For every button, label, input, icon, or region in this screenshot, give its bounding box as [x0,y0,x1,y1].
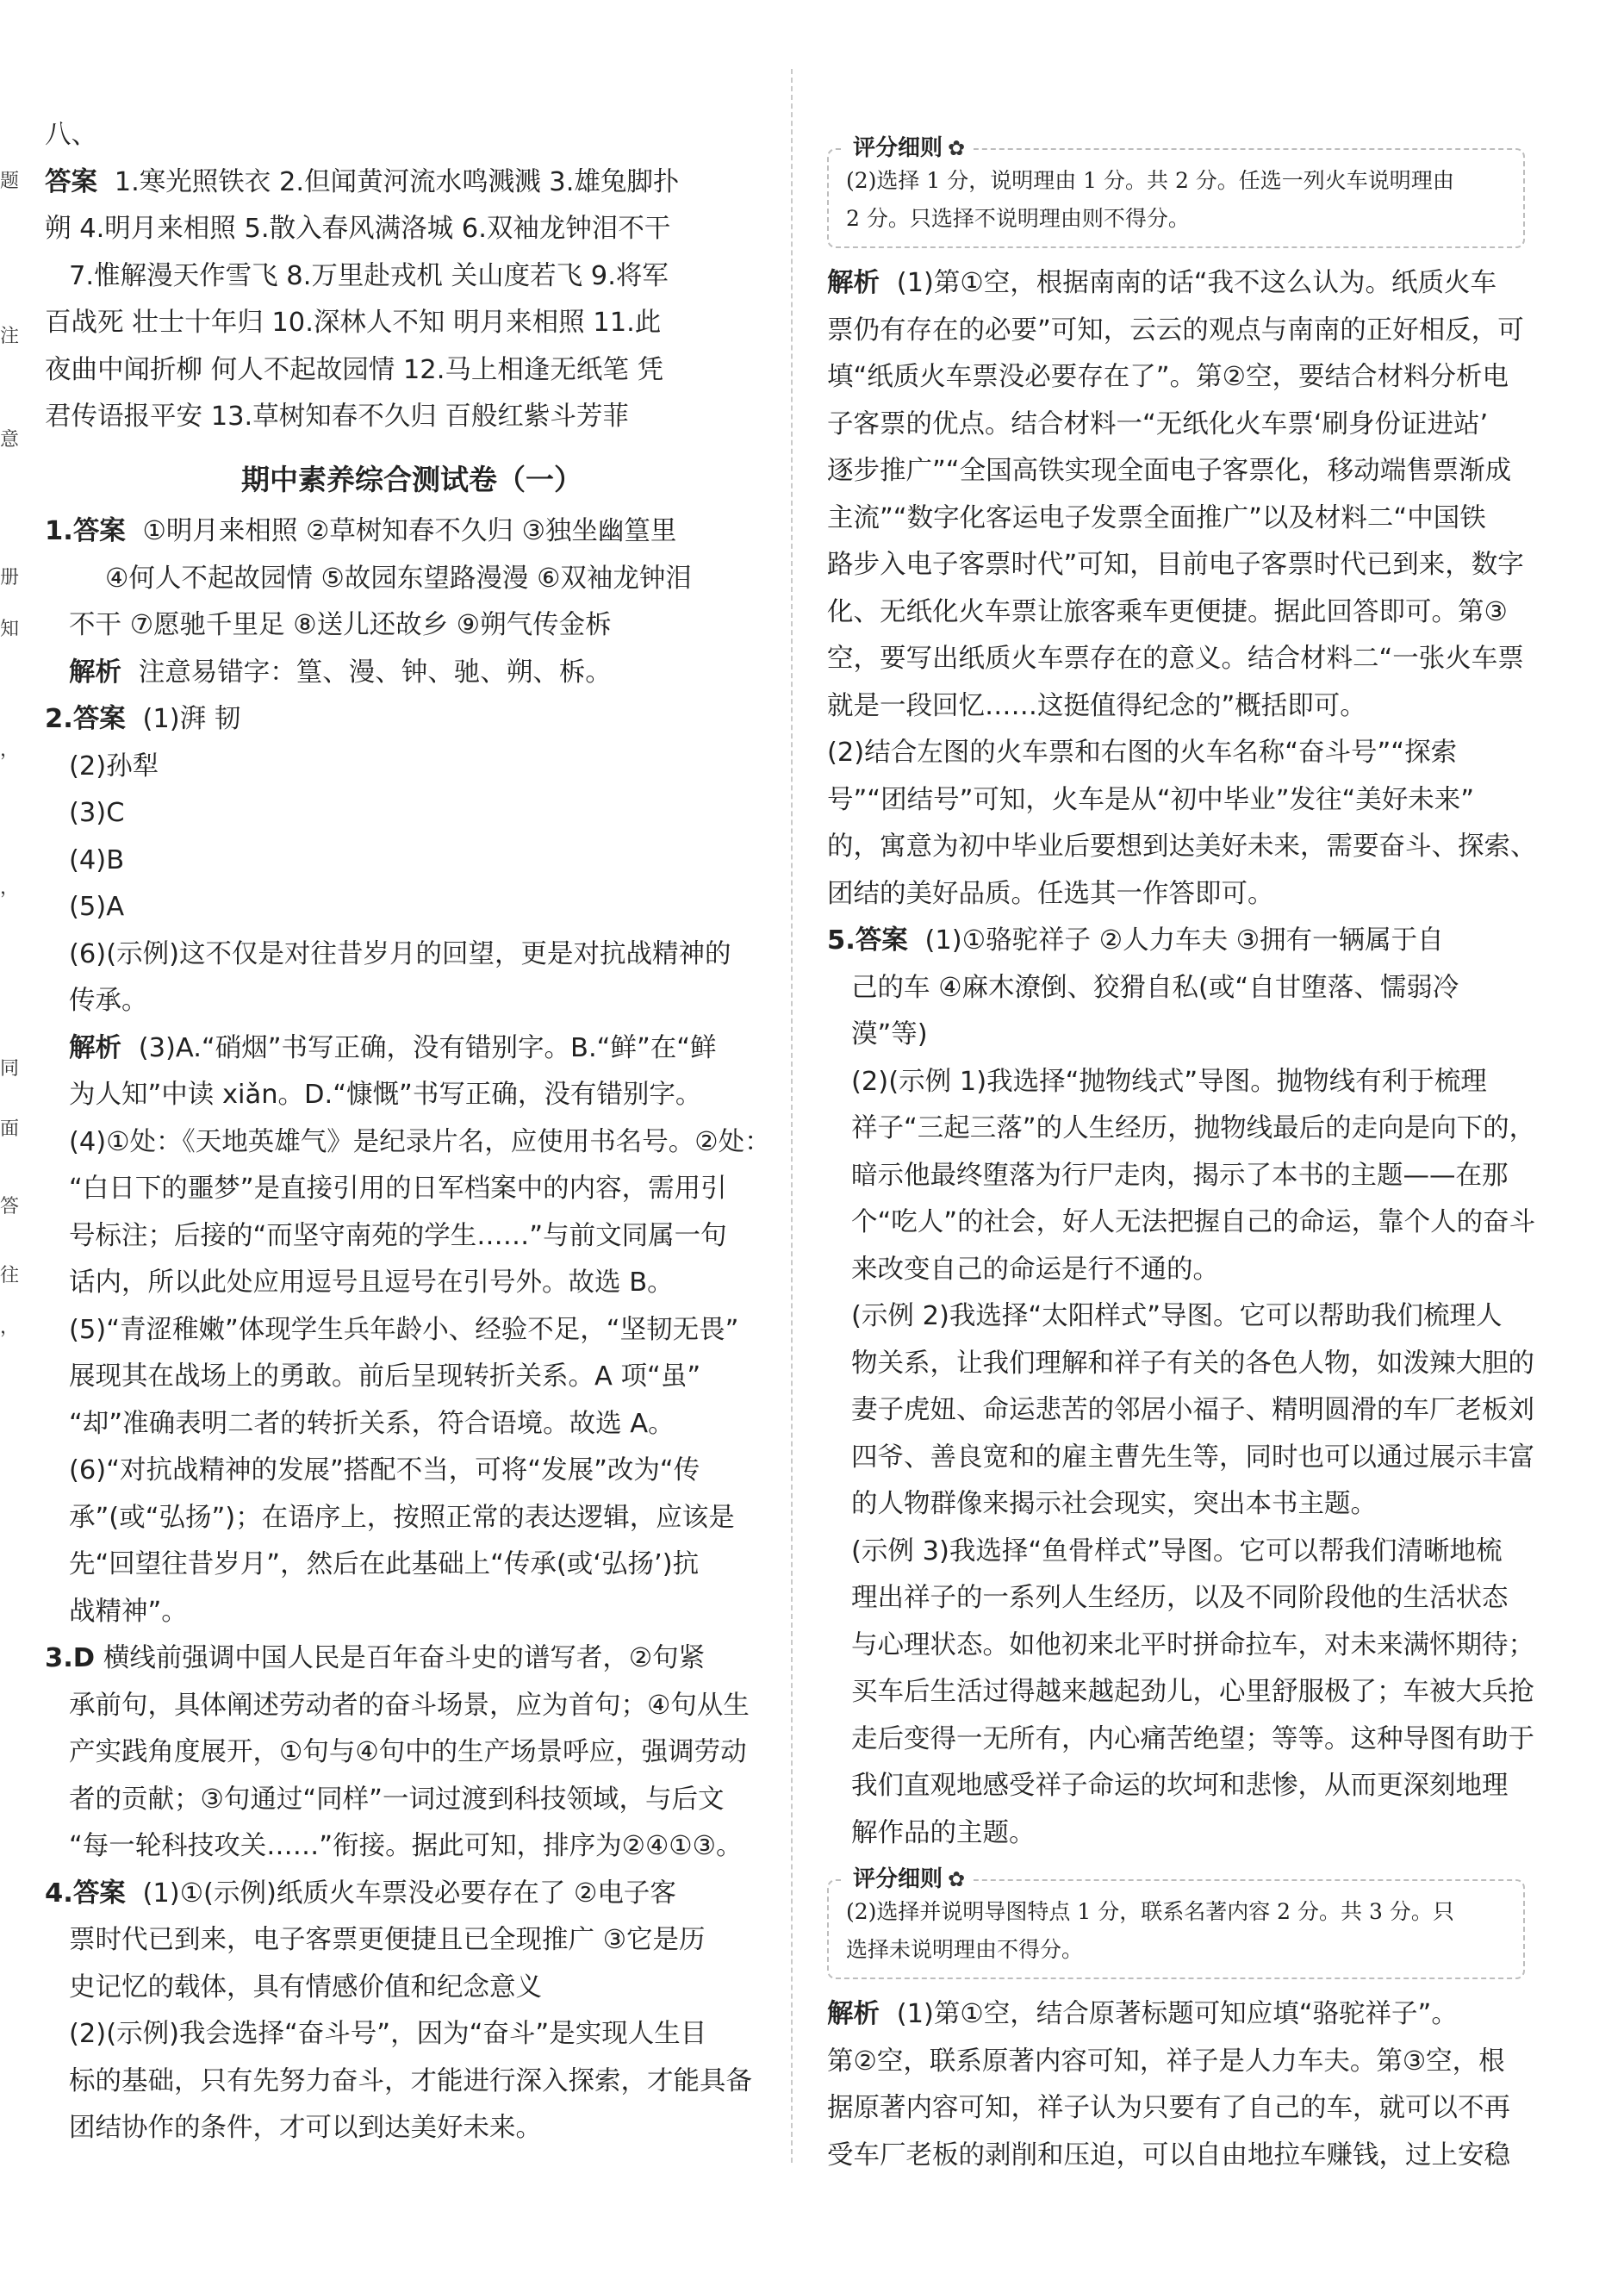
text-line [827,1247,1525,1294]
line-text: (1)第①空，根据南南的话“我不这么认为。纸质火车 [888,268,1497,298]
line-text: 夜曲中闻折柳 何人不起故园情 12.马上相逢无纸笔 凭 [45,354,664,385]
line-text: (2)(示例 1)我选择“抛物线式”导图。抛物线有利于梳理 [851,1066,1487,1097]
line-text: 妻子虎妞、命运悲苦的邻居小福子、精明圆滑的车厂老板刘 [851,1395,1534,1425]
edge-mark: 知 [0,619,20,640]
line-text: 走后变得一无所有，内心痛苦绝望；等等。这种导图有助于 [851,1723,1534,1754]
line-text: (示例 3)我选择“鱼骨样式”导图。它可以帮我们清晰地梳 [851,1535,1503,1566]
text-line [45,1729,779,1777]
text-line [827,918,1525,965]
text-line [827,1341,1534,1388]
text-line [45,1213,779,1261]
line-text: (4)B [69,844,125,875]
text-line [827,402,1525,449]
text-line [827,1763,1525,1810]
line-text: (1)①(示例)纸质火车票没必要存在了 ②电子客 [134,1878,676,1909]
label-tag: 解析 [827,268,880,298]
line-text: (3)C [69,798,125,828]
line-text: 物关系，让我们理解和祥子有关的各色人物，如泼辣大胆的 [851,1348,1534,1379]
text-line [45,602,779,650]
text-line [45,1541,779,1589]
line-text: 路步入电子客票时代”可知，目前电子客票时代已到来，数字 [827,550,1524,580]
text-line [45,1260,779,1307]
line-text: 填“纸质火车票没必要存在了”。第②空，要结合材料分析电 [827,362,1509,392]
line-text: (2)孙犁 [69,751,159,782]
right-column [827,126,1537,2179]
text-line [827,1991,1525,2039]
line-text: 7.惟解漫天作雪飞 8.万里赴戎机 关山度若飞 9.将军 [69,260,669,291]
line-text: ④何人不起故园情 ⑤故园东望路漫漫 ⑥双袖龙钟泪 [105,563,692,594]
edge-mark: 注 [0,326,20,347]
text-line [827,1153,1525,1200]
edge-mark: 册 [0,567,20,589]
line-text: 己的车 ④麻木潦倒、狡猾自私(或“自甘堕落、懦弱冷 [851,972,1459,1003]
text-line [45,1119,779,1167]
text-line [827,1059,1525,1106]
text-line [45,1965,779,2012]
line-text: 受车厂老板的剥削和压迫，可以自由地拉车赚钱，过上安稳 [827,2139,1510,2171]
line-text: 理出祥子的一系列人生经历，以及不同阶段他的生活状态 [851,1583,1509,1613]
line-text: 展现其在战场上的勇敢。前后呈现转折关系。A 项“虽” [69,1361,701,1392]
text-line [827,965,1525,1012]
text-line [827,589,1525,637]
label-tag: 答案 [45,166,97,197]
text-line [45,1072,779,1119]
text-line [827,871,1525,919]
line-text: 子客票的优点。结合材料一“无纸化火车票‘刷身份证进站’ [827,408,1489,439]
text-line [45,1495,779,1542]
line-text: (6)“对抗战精神的发展”搭配不当，可将“发展”改为“传 [69,1455,700,1485]
text-line [827,1716,1534,1764]
line-text: 票时代已到来，电子客票更便捷且已全现推广 ③它是历 [69,1925,706,1955]
question-number: 5. [827,925,856,956]
text-line [827,1529,1525,1576]
left-column [45,112,779,2152]
edge-mark: 意 [0,429,20,451]
line-text: 百战死 壮士十年归 10.深林人不知 明月来相照 11.此 [45,308,662,338]
line-text: 据原著内容可知，祥子认为只要有了自己的车，就可以不再 [827,2093,1510,2123]
text-line [45,978,779,1025]
line-text: (1)①骆驼祥子 ②人力车夫 ③拥有一辆属于自 [916,925,1444,956]
line-text: (6)(示例)这不仅是对往昔岁月的回望，更是对抗战精神的 [69,938,731,969]
text-line [827,1622,1534,1670]
line-text: 承前句，具体阐述劳动者的奋斗场景，应为首句；④句从生 [69,1690,750,1721]
line-text: (4)①处：《天地英雄气》是纪录片名，应使用书名号。②处： [69,1126,771,1157]
line-text: 注意易错字：篁、漫、钟、驰、朔、柝。 [130,657,612,688]
line-text: 话内，所以此处应用逗号且逗号在引号外。故选 B。 [69,1267,674,1298]
text-line [45,253,779,301]
scoring-line: 2 分。只选择不说明理由则不得分。 [846,206,1190,231]
line-text: 的，寓意为初中毕业后要想到达美好未来，需要奋斗、探索、 [827,831,1537,862]
scoring-line: 选择未说明理由不得分。 [846,1937,1084,1962]
text-line [827,260,1525,308]
line-text: 票仍有存在的必要”可知，云云的观点与南南的正好相反，可 [827,315,1524,346]
line-text: 个“吃人”的社会，好人无法把握自己的命运，靠个人的奋斗 [851,1207,1536,1237]
text-line [827,308,1525,355]
text-line [45,744,779,791]
text-line [45,1401,779,1448]
question-number: 1. [45,516,73,546]
text-line [45,394,779,441]
text-line [45,1307,779,1355]
line-text: 买车后生活过得越来越起劲儿，心里舒服极了；车被大兵抢 [851,1677,1534,1707]
scoring-line: (2)选择 1 分，说明理由 1 分。共 2 分。任选一列火车说明理由 [846,168,1454,193]
line-text: 横线前强调中国人民是百年奋斗史的谱写者，②句紧 [95,1643,706,1673]
line-text: 逐步推广”“全国高铁实现全面电子客票化，移动端售票渐成 [827,456,1512,486]
text-line [45,1683,779,1730]
text-line [45,300,779,347]
line-text: 朔 4.明月来相照 5.散入春风满洛城 6.双袖龙钟泪不干 [45,214,671,244]
text-line [45,556,779,603]
label-tag: 解析 [69,657,121,688]
text-line [827,636,1525,683]
line-text: 漠”等) [851,1019,928,1049]
text-line [827,777,1525,825]
edge-mark: 面 [0,1118,20,1140]
text-line [827,1106,1536,1153]
text-line [45,1166,779,1213]
label-tag: 答案 [72,704,126,734]
line-text: 产实践角度展开，①句与④句中的生产场景呼应，强调劳动 [69,1737,747,1767]
label-tag: 解析 [69,1032,121,1063]
scoring-box-title: 评分细则 ✿ [844,1862,974,1897]
line-text: (1)第①空，结合原著标题可知应填“骆驼祥子”。 [888,1999,1458,2029]
line-text: 与心理状态。如他初来北平时拼命拉车，对未来满怀期待； [851,1629,1534,1660]
text-line [45,1589,779,1636]
text-line [827,1669,1534,1716]
text-line [827,1199,1536,1247]
text-line [45,159,779,207]
line-text: 就是一段回忆……这挺值得纪念的”概括即可。 [827,690,1366,721]
text-line [45,1354,779,1401]
section-title: 期中素养综合测试卷（一） [241,462,582,496]
text-line [45,790,779,838]
question-number: 2. [45,704,73,734]
text-line [45,1635,779,1683]
text-line [827,542,1525,589]
line-text: 承”(或“弘扬”)；在语序上，按照正常的表达逻辑，应该是 [69,1502,735,1533]
line-text: 我们直观地感受祥子命运的坎坷和悲惨，从而更深刻地理 [851,1771,1509,1801]
text-line [45,112,779,159]
text-line [827,1387,1534,1435]
line-text: 不干 ⑦愿驰千里足 ⑧送儿还故乡 ⑨朔气传金柝 [69,610,612,640]
text-line [827,448,1525,495]
line-text: (2)结合左图的火车票和右图的火车名称“奋斗号”“探索 [827,738,1458,768]
line-text: “白日下的噩梦”是直接引用的日军档案中的内容，需用引 [69,1174,727,1204]
label-tag: 答案 [72,516,126,546]
text-line [45,2011,779,2058]
text-line [827,1481,1525,1529]
text-line [45,1025,779,1073]
text-line [45,1823,779,1871]
line-text: 空，要写出纸质火车票存在的意义。结合材料二“一张火车票 [827,644,1524,674]
text-line [827,354,1525,402]
line-text: 祥子“三起三落”的人生经历，抛物线最后的走向是向下的， [851,1113,1536,1143]
line-text: 第②空，联系原著内容可知，祥子是人力车夫。第③空，根 [827,2046,1505,2077]
line-text: 来改变自己的命运是行不通的。 [851,1254,1219,1285]
line-text: 暗示他最终堕落为行尸走肉，揭示了本书的主题——在那 [851,1160,1509,1191]
text-line [45,884,779,931]
text-line [827,2085,1525,2133]
line-text: 传承。 [69,986,148,1016]
line-text: 解作品的主题。 [851,1817,1036,1848]
scoring-box-1 [827,135,1525,248]
text-line [45,1777,779,1824]
line-text: (5)A [69,892,125,922]
line-text: “却”准确表明二者的转折关系，符合语境。故选 A。 [69,1408,675,1439]
text-line [827,824,1537,871]
edge-mark: ， [0,877,20,899]
text-line [45,650,779,697]
text-line [45,1871,779,1918]
line-text: 1.寒光照铁衣 2.但闻黄河流水鸣溅溅 3.雄兔脚扑 [106,166,680,197]
line-text: 者的贡献；③句通过“同样”一词过渡到科技领域，与后文 [69,1784,725,1815]
text-line [45,508,779,556]
line-text: 化、无纸化火车票让旅客乘车更便捷。据此回答即可。第③ [827,596,1508,627]
line-text: 君传语报平安 13.草树知春不久归 百般红紫斗芳菲 [45,402,629,432]
edge-mark: 同 [0,1058,20,1080]
text-line [827,1435,1534,1482]
line-text: 团结协作的条件，才可以到达美好未来。 [69,2113,542,2143]
edge-mark: 题 [0,171,20,192]
edge-mark: ， [0,739,20,761]
line-text: (2)(示例)我会选择“奋斗号”，因为“奋斗”是实现人生目 [69,2019,707,2049]
text-line [45,1917,779,1965]
line-text: 八、 [45,120,97,150]
line-text: 的人物群像来揭示社会现实，突出本书主题。 [851,1489,1377,1519]
label-tag: 答案 [72,1878,126,1909]
text-line [45,2058,779,2106]
line-text: (1)湃 韧 [134,704,241,734]
text-line [45,696,779,744]
edge-mark: 往 [0,1265,20,1286]
text-line [45,931,779,979]
text-line [827,2133,1525,2180]
line-text: 团结的美好品质。任选其一作答即可。 [827,878,1274,909]
line-text: (示例 2)我选择“太阳样式”导图。它可以帮助我们梳理人 [851,1301,1503,1331]
text-line [45,347,779,395]
text-line [45,2105,779,2152]
line-text: (5)“青涩稚嫩”体现学生兵年龄小、经验不足，“坚韧无畏” [69,1314,739,1345]
line-text: ①明月来相照 ②草树知春不久归 ③独坐幽篁里 [134,516,677,546]
line-text: 四爷、善良宽和的雇主曹先生等，同时也可以通过展示丰富 [851,1442,1534,1473]
line-text: 史记忆的载体，具有情感价值和纪念意义 [69,1971,542,2002]
line-text: 主流”“数字化客运电子发票全面推广”以及材料二“中国铁 [827,502,1486,533]
scoring-line: (2)选择并说明导图特点 1 分，联系名著内容 2 分。共 3 分。只 [846,1899,1454,1924]
text-line [827,495,1525,543]
line-text: (3)A.“硝烟”书写正确，没有错别字。B.“鲜”在“鲜 [130,1032,717,1063]
edge-mark: ， [0,1317,20,1338]
text-line [827,683,1525,731]
line-text: 战精神”。 [69,1596,188,1627]
question-number: 3.D [45,1643,96,1673]
line-text: 标的基础，只有先努力奋斗，才能进行深入探索，才能具备 [69,2065,752,2096]
edge-mark: 答 [0,1196,20,1218]
leaf-icon: ✿ [948,136,966,160]
text-line [827,1810,1525,1858]
scoring-box-2 [827,1866,1525,1979]
text-line [45,838,779,885]
line-text: 号标注；后接的“而坚守南苑的学生……”与前文同属一句 [69,1220,727,1251]
text-line [827,1575,1525,1622]
text-line [827,1012,1525,1059]
text-line [45,206,779,253]
leaf-icon: ✿ [948,1867,966,1891]
label-tag: 解析 [827,1999,880,2029]
scoring-box-title: 评分细则 ✿ [844,131,974,165]
text-line [827,1293,1525,1341]
text-line [827,730,1525,777]
text-line [45,1448,779,1495]
line-text: 为人知”中读 xiǎn。D.“慷慨”书写正确，没有错别字。 [69,1080,702,1110]
label-tag: 答案 [855,925,908,956]
text-line [827,2039,1525,2086]
line-text: “每一轮科技攻关……”衔接。据此可知，排序为②④①③。 [69,1831,743,1861]
line-text: 号”“团结号”可知，火车是从“初中毕业”发往“美好未来” [827,784,1475,815]
line-text: 先“回望往昔岁月”，然后在此基础上“传承(或‘弘扬’)抗 [69,1549,700,1579]
question-number: 4. [45,1878,73,1909]
column-divider [791,69,793,2163]
